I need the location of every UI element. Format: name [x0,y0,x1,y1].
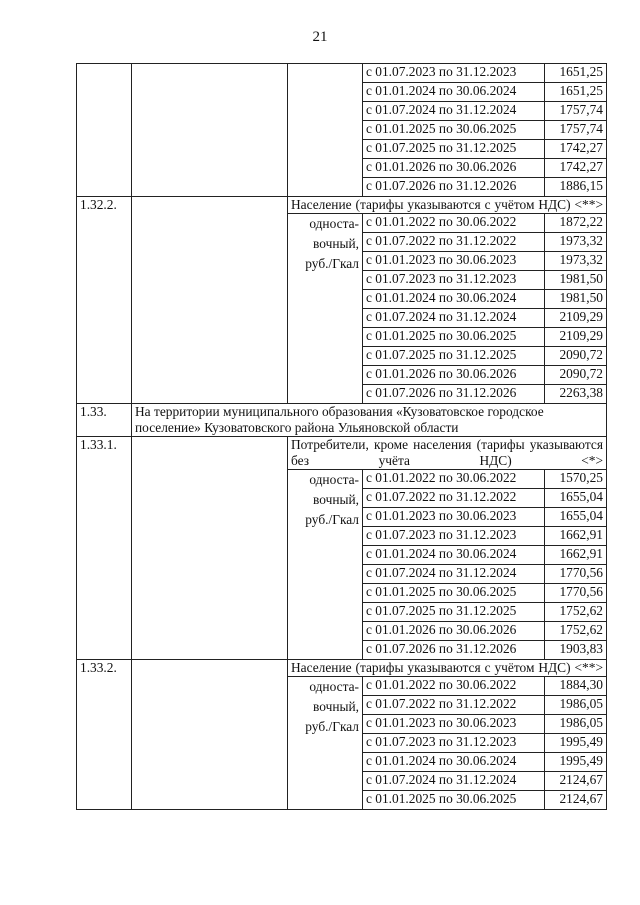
period-cell: с 01.07.2024 по 31.12.2024 [363,565,545,584]
organization-cell [132,437,288,660]
period-cell: с 01.01.2026 по 30.06.2026 [363,366,545,385]
period-cell: с 01.07.2023 по 31.12.2023 [363,734,545,753]
period-cell: с 01.01.2025 по 30.06.2025 [363,121,545,140]
tariff-value-cell: 1884,30 [545,677,607,696]
period-cell: с 01.01.2024 по 30.06.2024 [363,753,545,772]
tariff-value-cell: 1995,49 [545,734,607,753]
tariff-value-cell: 1757,74 [545,121,607,140]
tariff-value-cell: 1986,05 [545,696,607,715]
tariff-value-cell: 1872,22 [545,214,607,233]
tariff-value-cell: 1655,04 [545,489,607,508]
consumer-category-cell: Население (тарифы указываются с учётом НДС) <**> [288,197,607,214]
tariff-value-cell: 1986,05 [545,715,607,734]
tariff-value-cell: 1981,50 [545,290,607,309]
period-cell: с 01.01.2026 по 30.06.2026 [363,159,545,178]
period-cell: с 01.01.2024 по 30.06.2024 [363,546,545,565]
tariff-value-cell: 2109,29 [545,309,607,328]
period-cell: с 01.07.2025 по 31.12.2025 [363,603,545,622]
period-cell: с 01.01.2025 по 30.06.2025 [363,584,545,603]
period-cell: с 01.07.2025 по 31.12.2025 [363,140,545,159]
period-cell: с 01.07.2024 по 31.12.2024 [363,772,545,791]
period-cell: с 01.01.2023 по 30.06.2023 [363,252,545,271]
tariff-value-cell: 1655,04 [545,508,607,527]
tariff-value-cell: 2090,72 [545,366,607,385]
tariff-value-cell: 1886,15 [545,178,607,197]
tariff-value-cell: 1770,56 [545,565,607,584]
period-cell: с 01.07.2026 по 31.12.2026 [363,641,545,660]
period-cell: с 01.01.2025 по 30.06.2025 [363,328,545,347]
tariff-value-cell: 1651,25 [545,83,607,102]
section-header-row [77,660,607,677]
period-cell: с 01.07.2026 по 31.12.2026 [363,385,545,404]
period-cell: с 01.07.2023 по 31.12.2023 [363,527,545,546]
period-cell: с 01.07.2024 по 31.12.2024 [363,102,545,121]
period-cell: с 01.01.2022 по 30.06.2022 [363,470,545,489]
item-number-cell: 1.33.2. [77,660,132,810]
period-cell: с 01.01.2024 по 30.06.2024 [363,290,545,309]
tariff-value-cell: 2263,38 [545,385,607,404]
section-header-row [77,197,607,214]
period-cell: с 01.07.2026 по 31.12.2026 [363,178,545,197]
tariff-table [76,63,607,810]
tariff-value-cell: 1995,49 [545,753,607,772]
period-cell: с 01.07.2022 по 31.12.2022 [363,696,545,715]
period-cell: с 01.07.2025 по 31.12.2025 [363,347,545,366]
tariff-value-cell: 1570,25 [545,470,607,489]
tariff-value-cell: 1973,32 [545,252,607,271]
period-cell: с 01.07.2023 по 31.12.2023 [363,271,545,290]
organization-cell [132,197,288,404]
unit-cell: односта-вочный, руб./Гкал [288,677,363,810]
period-cell: с 01.01.2023 по 30.06.2023 [363,715,545,734]
page-number: 21 [312,29,328,45]
period-cell: с 01.07.2023 по 31.12.2023 [363,64,545,83]
tariff-value-cell: 1742,27 [545,140,607,159]
tariff-value-cell: 2090,72 [545,347,607,366]
item-number-cell [77,64,132,197]
period-cell: с 01.01.2023 по 30.06.2023 [363,508,545,527]
period-cell: с 01.01.2024 по 30.06.2024 [363,83,545,102]
period-cell: с 01.01.2025 по 30.06.2025 [363,791,545,810]
consumer-category-cell: Потребители, кроме населения (тарифы указываются без учёта НДС) <*> [288,437,607,470]
period-cell: с 01.07.2022 по 31.12.2022 [363,489,545,508]
item-number-cell: 1.32.2. [77,197,132,404]
period-cell: с 01.01.2022 по 30.06.2022 [363,677,545,696]
table-row [77,64,607,83]
tariff-value-cell: 1662,91 [545,527,607,546]
period-cell: с 01.07.2024 по 31.12.2024 [363,309,545,328]
municipality-row [77,404,607,437]
tariff-value-cell: 1770,56 [545,584,607,603]
municipality-title-cell: На территории муниципального образования «Кузоватовское городское поселение» Кузоватовского района Ульяновской области [132,404,607,437]
unit-cell [288,64,363,197]
period-cell: с 01.07.2022 по 31.12.2022 [363,233,545,252]
tariff-value-cell: 1651,25 [545,64,607,83]
unit-cell: односта-вочный, руб./Гкал [288,470,363,660]
unit-cell: односта-вочный, руб./Гкал [288,214,363,404]
tariff-value-cell: 2124,67 [545,772,607,791]
tariff-value-cell: 1662,91 [545,546,607,565]
period-cell: с 01.01.2026 по 30.06.2026 [363,622,545,641]
tariff-value-cell: 2124,67 [545,791,607,810]
organization-cell [132,660,288,810]
item-number-cell: 1.33. [77,404,132,437]
tariff-value-cell: 1981,50 [545,271,607,290]
organization-cell [132,64,288,197]
tariff-value-cell: 1757,74 [545,102,607,121]
tariff-value-cell: 1742,27 [545,159,607,178]
tariff-value-cell: 1903,83 [545,641,607,660]
period-cell: с 01.01.2022 по 30.06.2022 [363,214,545,233]
consumer-category-cell: Население (тарифы указываются с учётом НДС) <**> [288,660,607,677]
section-header-row [77,437,607,470]
tariff-value-cell: 1973,32 [545,233,607,252]
tariff-value-cell: 1752,62 [545,622,607,641]
item-number-cell: 1.33.1. [77,437,132,660]
tariff-value-cell: 1752,62 [545,603,607,622]
tariff-value-cell: 2109,29 [545,328,607,347]
